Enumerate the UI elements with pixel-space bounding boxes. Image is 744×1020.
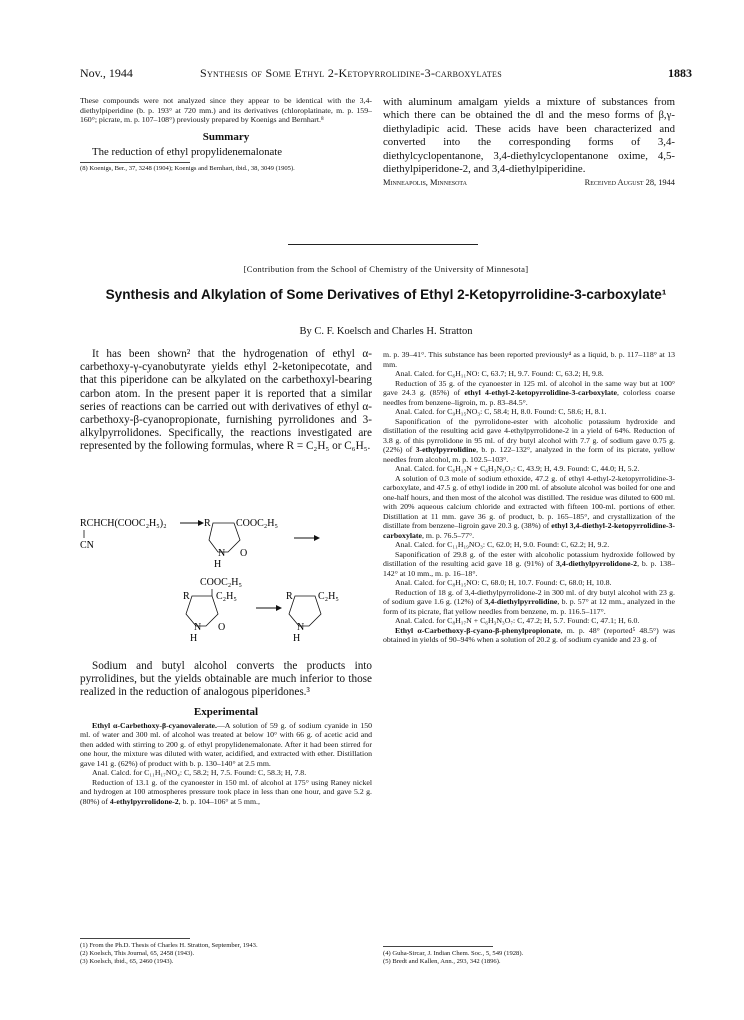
scheme-ethyl-3: C₂H₅ xyxy=(318,591,339,602)
rp6-b: , b. p. 57° at 12 mm., analyzed in the form of its picrate, flat yellow needles from benzene, m. p. 116.5–117°. xyxy=(383,597,675,616)
scheme-r-3: R xyxy=(286,591,293,602)
footnote-3: (3) Koelsch, ibid., 65, 2460 (1943). xyxy=(80,958,174,966)
issue-date: Nov., 1944 xyxy=(80,66,133,80)
red1-text-a: Reduction of 13.1 g. of the cyanoester in 150 ml. of alcohol at 175° using Raney nickel and hydrogen at 100 atmospheres pressure took place in less than one hour, and gave 5.2 g. (80%) of xyxy=(80,777,372,806)
scheme-o-2: O xyxy=(218,622,226,633)
rp5-a: Saponification of 29.8 g. of the ester with alcoholic potassium hydroxide followed by distillation of the resulting acid gave 18 g. (91%) of xyxy=(383,549,675,568)
rp-1: m. p. 39–41°. This substance has been reported previously⁴ as a liquid, b. p. 117–118° at 13 mm. xyxy=(383,350,675,369)
analysis-1: Anal. Calcd. for C₁₁H₁₇NO₄: C, 58.2; H, 7.5. Found: C, 58.3; H, 7.8. xyxy=(92,768,307,778)
ranal-4: Anal. Calcd. for C₁₁H₁₉NO₃: C, 62.0; H, 9.0. Found: C, 62.2; H, 9.2. xyxy=(395,540,610,549)
previous-article-left xyxy=(80,96,372,173)
exp-text-1: —A solution of 59 g. of sodium cyanide in 150 ml. of water and 300 ml. of alcohol was treated at below 10° with 66 g. of acetic acid and then added with stirring to 200 g. of ethyl propylidenemalonate. After it had been stirred for one hour, the mixture was diluted with water, acidified, and extracted with ether. Distillation gave 141 g. (62%) of product with b. p. 130–140° at 2.5 mm. xyxy=(80,720,372,768)
intro-paragraph: It has been shown² that the hydrogenation of ethyl α-carbethoxy-γ-cyanobutyrate yields ethyl 2-ketonipecotate, and that this piperidone can be alkylated on the carbethoxyl-bearing carbon atom. In the present paper it is reported that a similar series of reactions can be carried out with derivatives of ethyl α-carbethoxy-β-cyanopropionate, furnishing pyrrolidones and 3-alkylpyrrolidones. Specifically, the reactions investigated are represented by the following formulas, where R = C₂H₅ or C₆H₅. xyxy=(80,348,372,453)
rp3-compound: 3-ethylpyrrolidine xyxy=(415,445,477,454)
exp-paragraph-1 xyxy=(80,721,372,769)
running-title: Synthesis of Some Ethyl 2-Ketopyrrolidine-3-carboxylates xyxy=(200,66,502,80)
rp6-a: Reduction of 18 g. of 3,4-diethylpyrrolidone-2 in 300 ml. of dry butyl alcohol with 23 g. of sodium gave 1.6 g. (12%) of xyxy=(383,587,675,606)
rp7-compound: Ethyl α-Carbethoxy-β-cyano-β-phenylpropionate xyxy=(395,625,561,635)
right-footnotes xyxy=(383,946,675,966)
rp6-compound: 3,4-diethylpyrrolidine xyxy=(484,597,558,606)
summary-heading: Summary xyxy=(202,130,250,143)
footnote-5: (5) Bredt and Kallen, Ann., 293, 342 (1896). xyxy=(383,958,501,966)
summary-text-start: The reduction of ethyl propylidenemalonate xyxy=(92,145,283,158)
right-column xyxy=(383,350,675,932)
scheme-ester-2: COOC₂H₅ xyxy=(200,577,242,588)
rp-5 xyxy=(383,550,675,579)
rp4-b: , m. p. 76.5–77°. xyxy=(421,530,475,540)
contribution-line: [Contribution from the School of Chemistry of the University of Minnesota] xyxy=(243,264,529,274)
scheme-ester-1: COOC₂H₅ xyxy=(236,518,278,529)
footnote-1: (1) From the Ph.D. Thesis of Charles H. Stratton, September, 1943. xyxy=(80,942,258,949)
rp-4 xyxy=(383,474,675,541)
rp2-a: Reduction of 35 g. of the cyanoester in 125 ml. of alcohol in the same way but at 100° gave 24.3 g. (85%) of xyxy=(383,378,675,397)
scheme-n-2: N xyxy=(194,622,202,633)
footnote-2: (2) Koelsch, This Journal, 65, 2458 (1943). xyxy=(80,950,195,958)
footnote-4: (4) Guha-Sircar, J. Indian Chem. Soc., 5, 549 (1928). xyxy=(383,950,524,957)
reduction-paragraph-1 xyxy=(80,778,372,807)
rp2-compound: ethyl 4-ethyl-2-ketopyrrolidine-3-carboxylate xyxy=(464,388,617,397)
previous-article-text: These compounds were not analyzed since they appear to be identical with the 3,4-diethylpiperidine (b. p. 193° at 720 mm.) and its derivatives (chloroplatinate, m. p. 159–160°; picrate, m. p. 107–108°) previously prepared by Koenigs and Bernhart.⁸ xyxy=(80,96,372,124)
summary-text-cont: with aluminum amalgam yields a mixture of substances from which there can be obtained the dl and the meso forms of β,γ-diethyladipic acid. These acids have been characterized and converted into the corresponding forms of 3,4-diethylcyclopentanone, 3,4-diethylcyclopentanone oxime, 4,5-diethylpiperidone-2, and 3,4-diethylpiperidine. xyxy=(383,96,675,176)
experimental-heading: Experimental xyxy=(193,705,259,718)
ranal-5: Anal. Calcd. for C₈H₁₅NO: C, 68.0; H, 10.7. Found: C, 68.0; H, 10.8. xyxy=(395,578,612,587)
footnote-divider xyxy=(80,162,190,163)
scheme-n-3: N xyxy=(297,622,305,633)
location: Minneapolis, Minnesota xyxy=(383,178,467,188)
rp-3 xyxy=(383,417,675,465)
scheme-o-1: O xyxy=(240,548,248,559)
rp3-b: , b. p. 122–132°, analyzed in the form of its picrate, yellow needles from alcohol, m. p. 102.5–103°. xyxy=(383,445,675,464)
rp4-a: A solution of 0.3 mole of sodium ethoxide, 47.2 g. of ethyl 4-ethyl-2-ketopyrrolidine-3-carboxylate, and 47.5 g. of ethyl iodide in 200 ml. of absolute alcohol was boiled for one and one-half hours, and then most of the alcohol was distilled. The residue was diluted to 600 ml. with 20% aqueous calcium chloride and extracted with fifteen 100-ml. portions of ether. Distillation at 11 mm. gave 36 g. of product, b. p. 165–185°, and crystallization of the distillate from benzene–ligroin gave 20.3 g. (38%) of xyxy=(383,473,675,530)
signature-line xyxy=(383,178,675,187)
rp-7 xyxy=(383,626,675,645)
rp-2 xyxy=(383,379,675,408)
footnote-divider-left xyxy=(80,938,190,939)
red1-compound: 4-ethylpyrrolidone-2 xyxy=(109,796,179,806)
scheme-reactant: RCHCH(COOC₂H₅)₂ xyxy=(80,518,167,529)
article-title: Synthesis and Alkylation of Some Derivatives of Ethyl 2-Ketopyrrolidine-3-carboxylate¹ xyxy=(105,287,667,302)
red1-text-b: , b. p. 104–106° at 5 mm., xyxy=(178,796,260,806)
scheme-h-1: H xyxy=(214,559,222,570)
ranal-1: Anal. Calcd. for C₆H₁₁NO: C, 63.7; H, 9.7. Found: C, 63.2; H, 9.8. xyxy=(395,369,604,378)
reaction-scheme xyxy=(80,506,372,652)
scheme-arrowhead-2 xyxy=(314,535,320,541)
scheme-cn: CN xyxy=(80,540,94,551)
scheme-ring-2 xyxy=(186,596,218,626)
pyrrolidine-paragraph: Sodium and butyl alcohol converts the products into pyrrolidines, but the yields obtainable are much inferior to those realized in the reduction of analogous piperidones.³ xyxy=(80,660,372,699)
rp4-compound: ethyl 3,4-diethyl-2-ketopyrrolidine-3-carboxylate xyxy=(383,521,675,540)
rp3-a: Saponification of the pyrrolidone-ester with alcoholic potassium hydroxide and distillation of the resulting acid gave 4-ethylpyrrolidone-2 in a yield of 64%. Reduction of 3.8 g. of this pyrrolidone in 95 ml. of dry butyl alcohol with 7.7 g. of sodium gave 0.75 g. (22%) of xyxy=(383,416,675,454)
footnote-divider-right xyxy=(383,946,493,947)
footnote-8: (8) Koenigs, Ber., 37, 3248 (1904); Koenigs and Bernhart, ibid., 38, 3049 (1905). xyxy=(80,164,295,172)
compound-name-1: Ethyl α-Carbethoxy-β-cyanovalerate. xyxy=(92,720,217,730)
ranal-3: Anal. Calcd. for C₆H₁₃N + C₆H₃N₃O₇: C, 43.9; H, 4.9. Found: C, 44.0; H, 5.2. xyxy=(395,464,640,473)
running-header xyxy=(80,66,692,84)
authors-line: By C. F. Koelsch and Charles H. Stratton xyxy=(299,326,473,337)
article-separator xyxy=(288,244,478,245)
scheme-n-1: N xyxy=(218,548,226,559)
left-column-bottom xyxy=(80,660,372,960)
left-footnotes xyxy=(80,938,372,967)
rp7-b: , m. p. 48° (reported⁵ 48.5°) was obtained in yields of 90–94% when a solution of 20.2 g. of sodium cyanide and 23 g. of xyxy=(383,625,675,644)
rp5-b: , b. p. 138–142° at 10 mm., m. p. 16–18°. xyxy=(383,559,675,578)
page-number: 1883 xyxy=(668,66,692,80)
rp5-compound: 3,4-diethylpyrrolidone-2 xyxy=(555,559,638,568)
scheme-ring-3 xyxy=(289,596,321,626)
scheme-r-1: R xyxy=(204,518,211,529)
rp-6 xyxy=(383,588,675,617)
scheme-ethyl-2: C₂H₅ xyxy=(216,591,237,602)
scheme-h-2: H xyxy=(190,633,198,644)
received-date: Received August 28, 1944 xyxy=(584,178,675,188)
left-column-top xyxy=(80,348,372,504)
scheme-r-2: R xyxy=(183,591,190,602)
previous-article-right xyxy=(383,96,675,187)
scheme-arrowhead-3 xyxy=(276,605,282,611)
ranal-2: Anal. Calcd. for C₉H₁₅NO₃: C, 58.4; H, 8.0. Found: C, 58.6; H, 8.1. xyxy=(395,407,607,416)
rp2-b: , colorless coarse needles from benzene–ligroin, m. p. 83–84.5°. xyxy=(383,388,675,407)
ranal-6: Anal. Calcd. for C₈H₁₇N + C₆H₃N₃O₇: C, 47.2; H, 5.7. Found: C, 47.1; H, 6.0. xyxy=(395,616,640,625)
scheme-h-3: H xyxy=(293,633,301,644)
